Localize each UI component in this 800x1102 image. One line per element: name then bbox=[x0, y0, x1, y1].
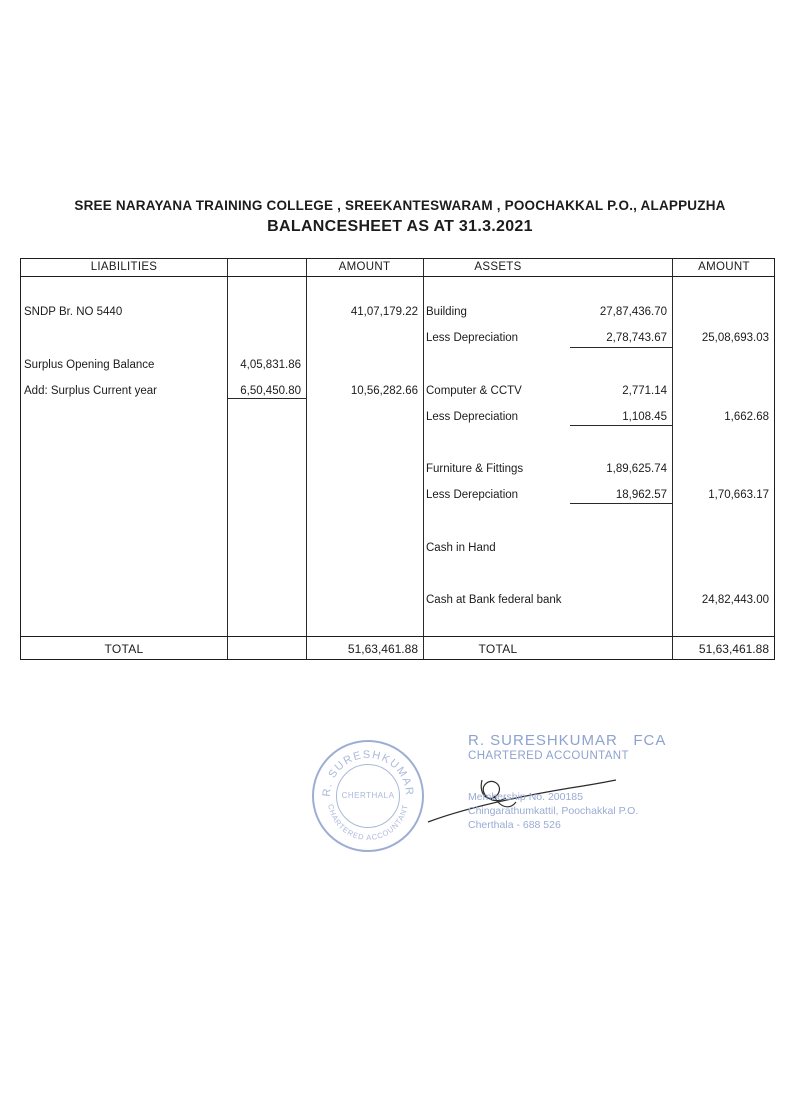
header-rule bbox=[21, 276, 774, 277]
total-label-right: TOTAL bbox=[478, 642, 518, 656]
balance-sheet-table bbox=[20, 258, 775, 660]
svg-text:CHARTERED ACCOUNTANT bbox=[326, 803, 410, 842]
asset-amount: 1,70,663.17 bbox=[708, 489, 769, 501]
col-divider-sub bbox=[227, 259, 228, 659]
asset-label: Computer & CCTV bbox=[426, 385, 522, 397]
college-heading: SREE NARAYANA TRAINING COLLEGE , SREEKANTESWARAM , POOCHAKKAL P.O., ALAPPUZHA bbox=[74, 198, 726, 213]
header-amount-right: AMOUNT bbox=[698, 261, 750, 273]
asset-label: Cash in Hand bbox=[426, 542, 496, 554]
total-rule bbox=[21, 636, 774, 637]
seal-bottom-text: CHARTERED ACCOUNTANT bbox=[326, 803, 410, 843]
liability-sub-amount: 4,05,831.86 bbox=[240, 359, 301, 371]
sub-column-underline bbox=[227, 398, 306, 399]
asset-sub-amount: 2,78,743.67 bbox=[606, 332, 667, 344]
asset-label: Less Depreciation bbox=[426, 411, 519, 423]
liability-amount: 41,07,179.22 bbox=[350, 306, 418, 318]
asset-amount: 1,662.68 bbox=[724, 411, 769, 423]
liability-label: SNDP Br. NO 5440 bbox=[24, 306, 123, 318]
liability-sub-amount: 6,50,450.80 bbox=[240, 385, 301, 397]
auditor-address-line-2: Cherthala - 688 526 bbox=[468, 819, 561, 831]
total-amount-left: 51,63,461.88 bbox=[347, 642, 418, 656]
computer-underline bbox=[570, 425, 672, 426]
asset-sub-amount: 2,771.14 bbox=[622, 385, 667, 397]
total-label-left: TOTAL bbox=[104, 642, 144, 656]
col-divider-assets bbox=[423, 259, 424, 659]
asset-label: Building bbox=[426, 306, 467, 318]
asset-label: Furniture & Fittings bbox=[426, 463, 524, 475]
asset-sub-amount: 27,87,436.70 bbox=[599, 306, 667, 318]
col-divider-amount bbox=[306, 259, 307, 659]
asset-label: Less Depreciation bbox=[426, 332, 519, 344]
liability-label: Surplus Opening Balance bbox=[24, 359, 155, 371]
liability-amount: 10,56,282.66 bbox=[350, 385, 418, 397]
auditor-name: R. SURESHKUMAR FCA bbox=[468, 732, 667, 749]
balance-sheet-title: BALANCESHEET AS AT 31.3.2021 bbox=[267, 218, 533, 235]
asset-label: Less Derepciation bbox=[426, 489, 519, 501]
asset-label: Cash at Bank federal bank bbox=[426, 594, 562, 606]
seal-name: R. SURESHKUMAR bbox=[320, 748, 416, 798]
liability-label: Add: Surplus Current year bbox=[24, 385, 157, 397]
svg-text:R. SURESHKUMAR bbox=[321, 749, 415, 797]
auditor-membership: Membership No. 200185 bbox=[468, 791, 583, 803]
asset-sub-amount: 1,108.45 bbox=[622, 411, 667, 423]
auditor-seal bbox=[312, 740, 424, 852]
furniture-underline bbox=[570, 503, 672, 504]
header-amount-left: AMOUNT bbox=[338, 261, 391, 273]
header-liabilities: LIABILITIES bbox=[90, 261, 158, 273]
asset-amount: 25,08,693.03 bbox=[701, 332, 769, 344]
total-amount-right: 51,63,461.88 bbox=[698, 642, 769, 656]
auditor-title: CHARTERED ACCOUNTANT bbox=[468, 750, 629, 762]
asset-sub-amount: 1,89,625.74 bbox=[606, 463, 667, 475]
asset-sub-amount: 18,962.57 bbox=[615, 489, 667, 501]
building-underline bbox=[570, 347, 672, 348]
auditor-address-line-1: Chingarathumkattil, Poochakkal P.O. bbox=[468, 805, 639, 817]
seal-city: CHERTHALA bbox=[341, 791, 395, 800]
asset-amount: 24,82,443.00 bbox=[701, 594, 769, 606]
header-assets: ASSETS bbox=[474, 261, 522, 273]
